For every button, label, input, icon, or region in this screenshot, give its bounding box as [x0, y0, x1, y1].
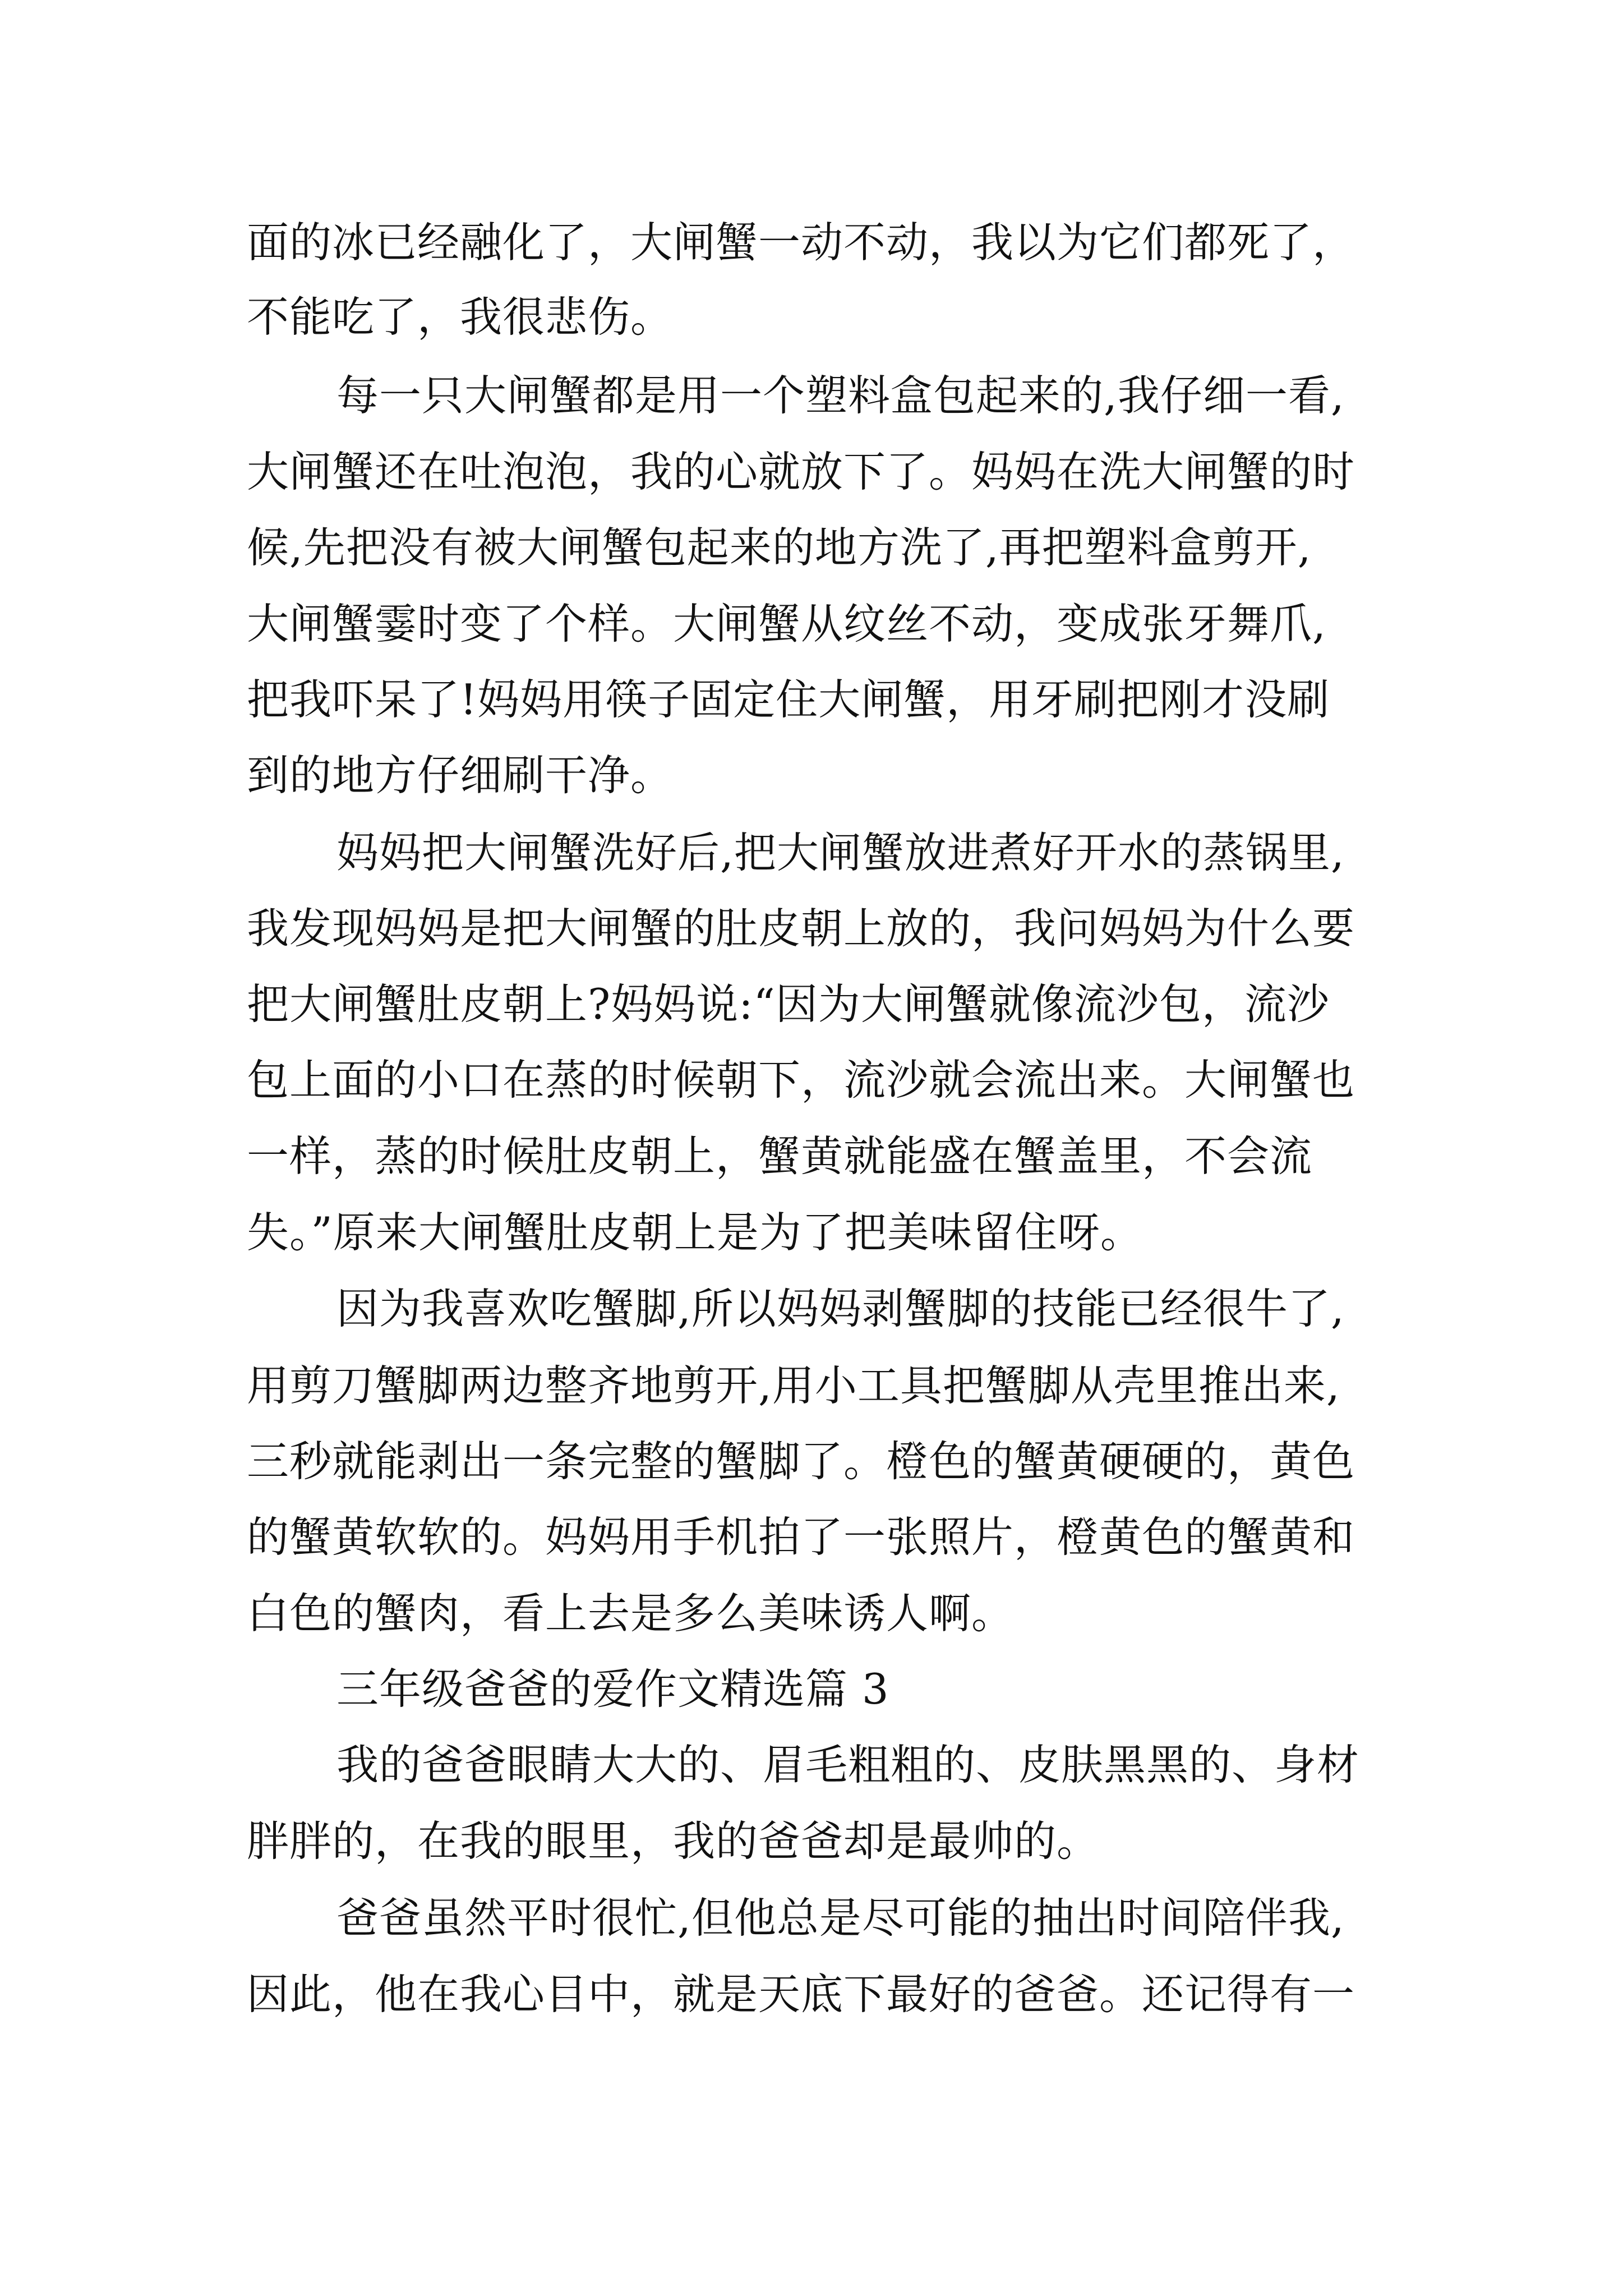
- text-line: 用剪刀蟹脚两边整齐地剪开,用小工具把蟹脚从壳里推出来,: [247, 1361, 1340, 1410]
- text-line: 大闸蟹还在吐泡泡，我的心就放下了。妈妈在洗大闸蟹的时: [247, 447, 1355, 496]
- text-line: 失。”原来大闸蟹肚皮朝上是为了把美味留住呀。: [247, 1208, 1143, 1257]
- text-line: 大闸蟹霎时变了个样。大闸蟹从纹丝不动，变成张牙舞爪,: [247, 599, 1326, 648]
- text-line: 因此，他在我心目中，就是天底下最好的爸爸。还记得有一: [247, 1970, 1355, 2019]
- text-line: 候,先把没有被大闸蟹包起来的地方洗了,再把塑料盒剪开,: [247, 523, 1312, 572]
- section-heading: 三年级爸爸的爱作文精选篇 3: [336, 1664, 889, 1714]
- text-line: 不能吃了，我很悲伤。: [247, 292, 674, 342]
- text-line: 包上面的小口在蒸的时候朝下，流沙就会流出来。大闸蟹也: [247, 1055, 1355, 1105]
- paragraph-first-line: 爸爸虽然平时很忙,但他总是尽可能的抽出时间陪伴我,: [336, 1893, 1345, 1943]
- text-line: 一样，蒸的时候肚皮朝上，蟹黄就能盛在蟹盖里，不会流: [247, 1131, 1313, 1181]
- text-line: 把大闸蟹肚皮朝上?妈妈说:“因为大闸蟹就像流沙包，流沙: [247, 979, 1330, 1029]
- text-line: 的蟹黄软软的。妈妈用手机拍了一张照片，橙黄色的蟹黄和: [247, 1512, 1355, 1562]
- text-line: 胖胖的，在我的眼里，我的爸爸却是最帅的。: [247, 1816, 1100, 1866]
- text-line: 把我吓呆了!妈妈用筷子固定住大闸蟹，用牙刷把刚才没刷: [247, 675, 1330, 724]
- paragraph-first-line: 因为我喜欢吃蟹脚,所以妈妈剥蟹脚的技能已经很牛了,: [336, 1284, 1345, 1333]
- text-line: 白色的蟹肉，看上去是多么美味诱人啊。: [247, 1589, 1015, 1638]
- text-line: 三秒就能剥出一条完整的蟹脚了。橙色的蟹黄硬硬的，黄色: [247, 1437, 1355, 1486]
- paragraph-first-line: 我的爸爸眼睛大大的、眉毛粗粗的、皮肤黑黑的、身材: [336, 1740, 1360, 1789]
- paragraph-first-line: 妈妈把大闸蟹洗好后,把大闸蟹放进煮好开水的蒸锅里,: [336, 828, 1345, 877]
- text-line: 面的冰已经融化了，大闸蟹一动不动，我以为它们都死了，: [247, 218, 1355, 267]
- paragraph-first-line: 每一只大闸蟹都是用一个塑料盒包起来的,我仔细一看,: [336, 371, 1345, 420]
- text-line: 到的地方仔细刷干净。: [247, 751, 674, 800]
- text-line: 我发现妈妈是把大闸蟹的肚皮朝上放的，我问妈妈为什么要: [247, 904, 1355, 953]
